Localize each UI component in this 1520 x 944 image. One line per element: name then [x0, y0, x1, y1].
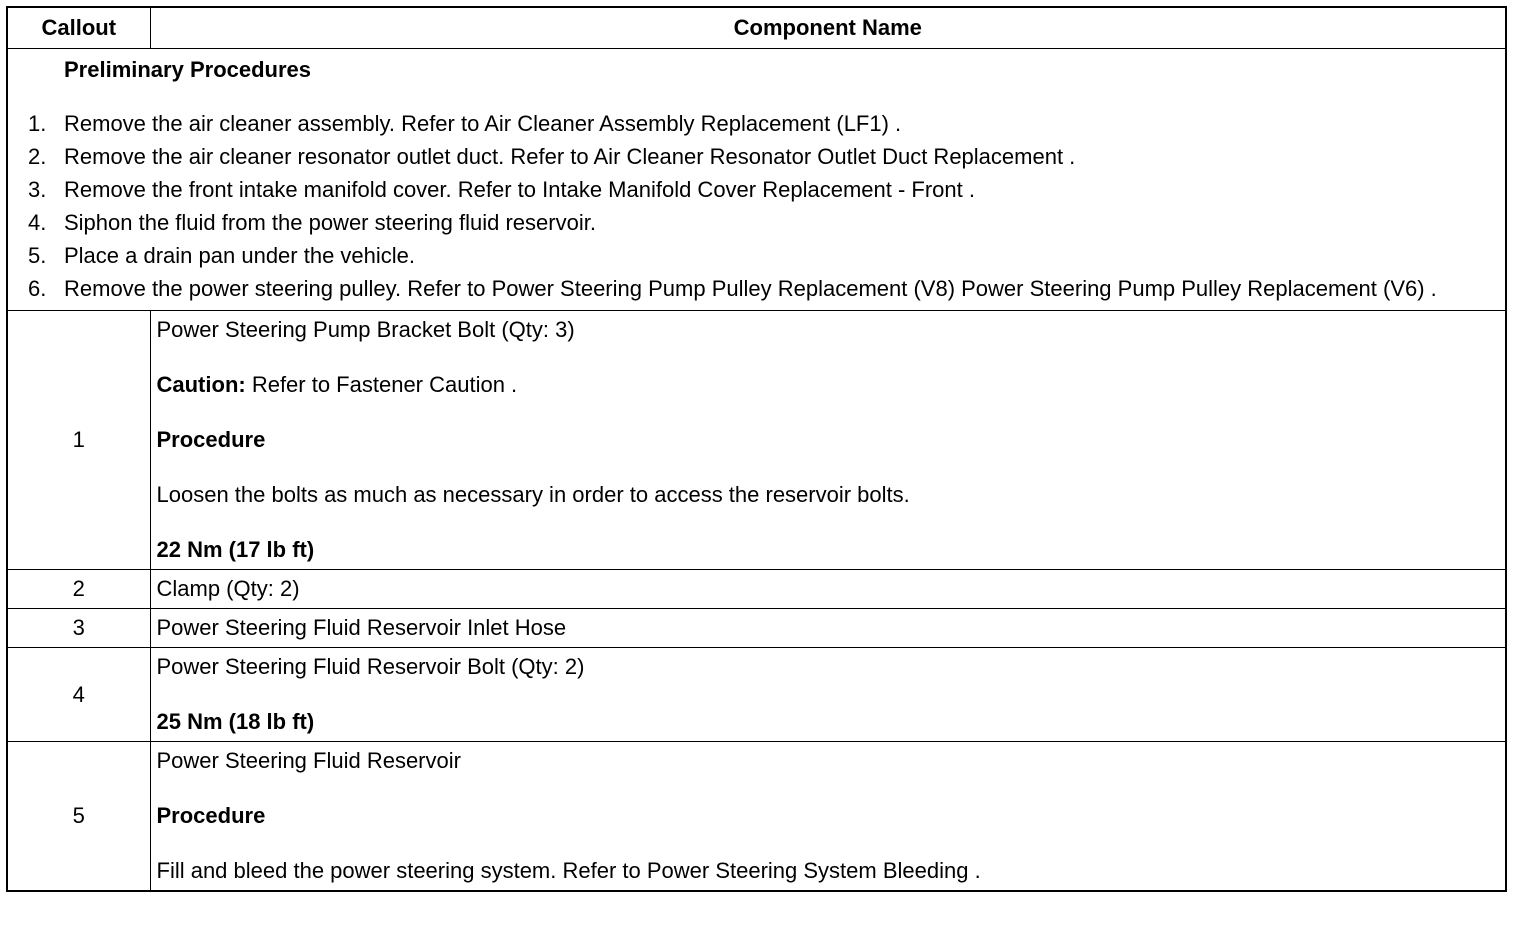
step-number: 6. — [28, 276, 47, 301]
table-row — [7, 742, 1506, 892]
caution-text: Refer to Fastener Caution . — [245, 372, 518, 397]
step-number: 3. — [28, 177, 47, 202]
caution-line — [157, 372, 1500, 398]
torque-spec: 25 Nm (18 lb ft) — [156, 709, 315, 734]
step-text: Remove the power steering pulley. Refer to Power Steering Pump Pulley Replacement (V8) Power Steering Pump Pulley Replacement (V6) . — [64, 276, 1437, 301]
component-cell — [150, 742, 1506, 892]
procedure-text: Loosen the bolts as much as necessary in order to access the reservoir bolts. — [156, 482, 910, 507]
step-text: Place a drain pan under the vehicle. — [64, 243, 416, 268]
procedure-label: Procedure — [156, 803, 266, 828]
header-row — [7, 7, 1506, 49]
step-text: Remove the air cleaner assembly. Refer to Air Cleaner Assembly Replacement (LF1) . — [64, 111, 902, 136]
callout-number: 3 — [7, 609, 150, 648]
header-component-name: Component Name — [150, 7, 1506, 49]
table-row — [7, 570, 1506, 609]
preliminary-steps — [28, 111, 1497, 302]
step-number: 1. — [28, 111, 47, 136]
step-item — [28, 144, 1497, 170]
component-cell — [150, 570, 1506, 609]
procedure-label: Procedure — [156, 427, 266, 452]
component-cell — [150, 609, 1506, 648]
callout-number: 1 — [7, 311, 150, 570]
component-cell — [150, 648, 1506, 742]
component-name: Clamp (Qty: 2) — [156, 576, 300, 601]
callout-number: 2 — [7, 570, 150, 609]
procedure-table — [6, 6, 1507, 892]
step-text: Remove the front intake manifold cover. Refer to Intake Manifold Cover Replacement - Front . — [64, 177, 975, 202]
table-row — [7, 648, 1506, 742]
callout-number: 4 — [7, 648, 150, 742]
step-number: 5. — [28, 243, 47, 268]
step-item — [28, 111, 1497, 137]
torque-spec: 22 Nm (17 lb ft) — [156, 537, 315, 562]
procedure-text: Fill and bleed the power steering system. Refer to Power Steering System Bleeding . — [156, 858, 981, 883]
step-item — [28, 276, 1497, 302]
step-item — [28, 243, 1497, 269]
component-cell — [150, 311, 1506, 570]
preliminary-cell — [7, 49, 1506, 311]
component-name: Power Steering Pump Bracket Bolt (Qty: 3) — [156, 317, 575, 342]
caution-label: Caution: — [156, 372, 246, 397]
header-callout: Callout — [7, 7, 150, 49]
preliminary-title: Preliminary Procedures — [64, 57, 312, 82]
callout-number: 5 — [7, 742, 150, 892]
component-name: Power Steering Fluid Reservoir Inlet Hose — [156, 615, 567, 640]
component-name: Power Steering Fluid Reservoir — [156, 748, 461, 773]
step-item — [28, 177, 1497, 203]
table-row — [7, 609, 1506, 648]
step-item — [28, 210, 1497, 236]
step-number: 2. — [28, 144, 47, 169]
step-text: Remove the air cleaner resonator outlet duct. Refer to Air Cleaner Resonator Outlet Duct Replacement . — [64, 144, 1076, 169]
component-name: Power Steering Fluid Reservoir Bolt (Qty: 2) — [156, 654, 585, 679]
table-row — [7, 311, 1506, 570]
preliminary-row — [7, 49, 1506, 311]
step-text: Siphon the fluid from the power steering fluid reservoir. — [64, 210, 596, 235]
step-number: 4. — [28, 210, 47, 235]
